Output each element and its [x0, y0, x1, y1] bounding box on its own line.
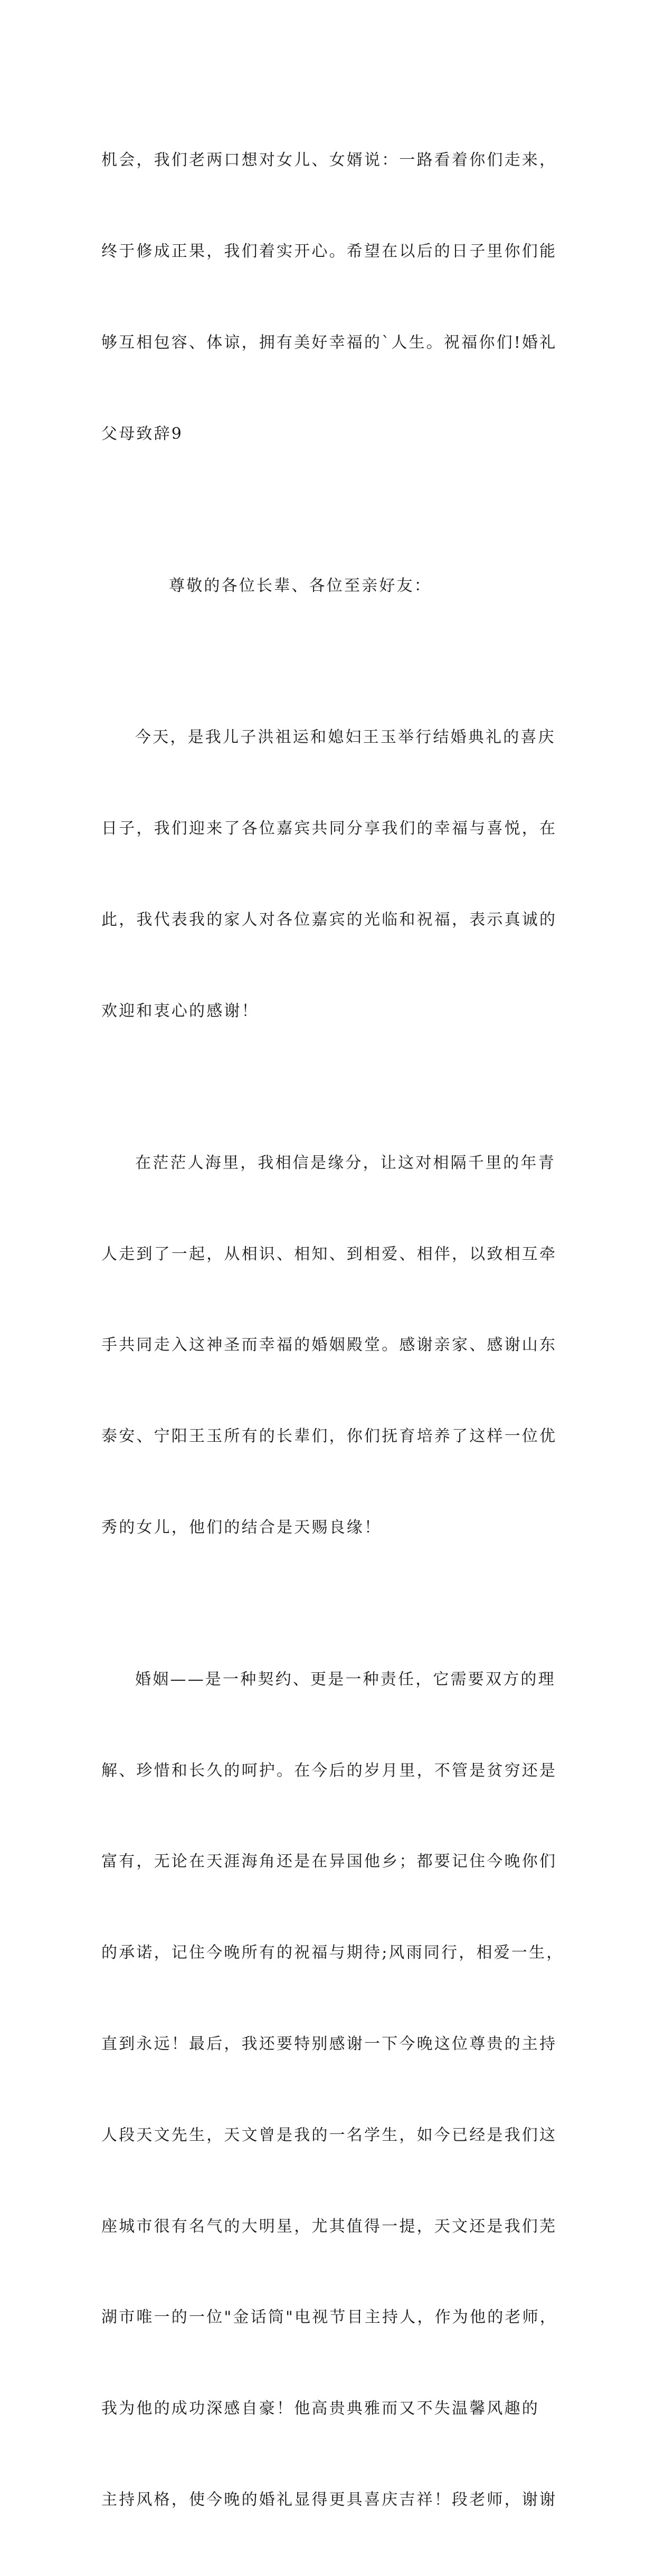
document-body [101, 84, 564, 2576]
paragraph-marriage [101, 1604, 564, 2576]
text-line: 终于修成正果，我们着实开心。希望在以后的日子里你们能 [101, 242, 557, 261]
text-line: 秀的女儿，他们的结合是天赐良缘！ [101, 1518, 382, 1537]
paragraph-salutation [101, 510, 555, 662]
text-line: 富有，无论在天涯海角还是在异国他乡；都要记住今晚你们 [101, 1852, 557, 1871]
text-line: 人走到了一起，从相识、相知、到相爱、相伴，以致相互牵 [101, 1244, 557, 1263]
text-line: 座城市很有名气的大明星，尤其值得一提，天文还是我们芜 [101, 2217, 557, 2236]
text-line: 够互相包容、体谅，拥有美好幸福的`人生。祝福你们!婚礼 [101, 333, 557, 352]
text-line: 主持风格，使今晚的婚礼显得更具喜庆吉祥！段老师，谢谢 [101, 2490, 557, 2509]
text-line: 机会，我们老两口想对女儿、女婿说：一路看着你们走来， [101, 151, 557, 170]
text-line: 婚姻——是一种契约、更是一种责任，它需要双方的理 [135, 1670, 556, 1689]
paragraph-fate [101, 1087, 555, 1604]
text-line: 此，我代表我的家人对各位嘉宾的光临和祝福，表示真诚的 [101, 911, 557, 930]
text-line: 父母致辞9 [101, 424, 184, 443]
paragraph-opening [101, 662, 555, 1087]
text-line: 今天，是我儿子洪祖运和媳妇王玉举行结婚典礼的喜庆 [135, 728, 556, 747]
text-line: 的承诺，记住今晚所有的祝福与期待;风雨同行，相爱一生， [101, 1943, 564, 1962]
text-line: 我为他的成功深感自豪！他高贵典雅而又不失温馨风趣的 [101, 2399, 539, 2418]
text-line: 人段天文先生，天文曾是我的一名学生，如今已经是我们这 [101, 2125, 557, 2144]
text-line: 尊敬的各位长辈、各位至亲好友： [169, 576, 432, 595]
text-line: 手共同走入这神圣而幸福的婚姻殿堂。感谢亲家、感谢山东 [101, 1336, 557, 1355]
text-line: 解、珍惜和长久的呵护。在今后的岁月里，不管是贫穷还是 [101, 1761, 557, 1780]
text-line: 在茫茫人海里，我相信是缘分，让这对相隔千里的年青 [135, 1153, 556, 1172]
text-line: 泰安、宁阳王玉所有的长辈们，你们抚育培养了这样一位优 [101, 1427, 557, 1446]
text-line: 直到永远！最后，我还要特别感谢一下今晚这位尊贵的主持 [101, 2035, 557, 2053]
paragraph-continuation [101, 84, 555, 510]
text-line: 湖市唯一的一位"金话筒"电视节目主持人，作为他的老师， [101, 2308, 557, 2327]
text-line: 日子，我们迎来了各位嘉宾共同分享我们的幸福与喜悦，在 [101, 819, 557, 838]
text-line: 欢迎和衷心的感谢！ [101, 1001, 259, 1020]
